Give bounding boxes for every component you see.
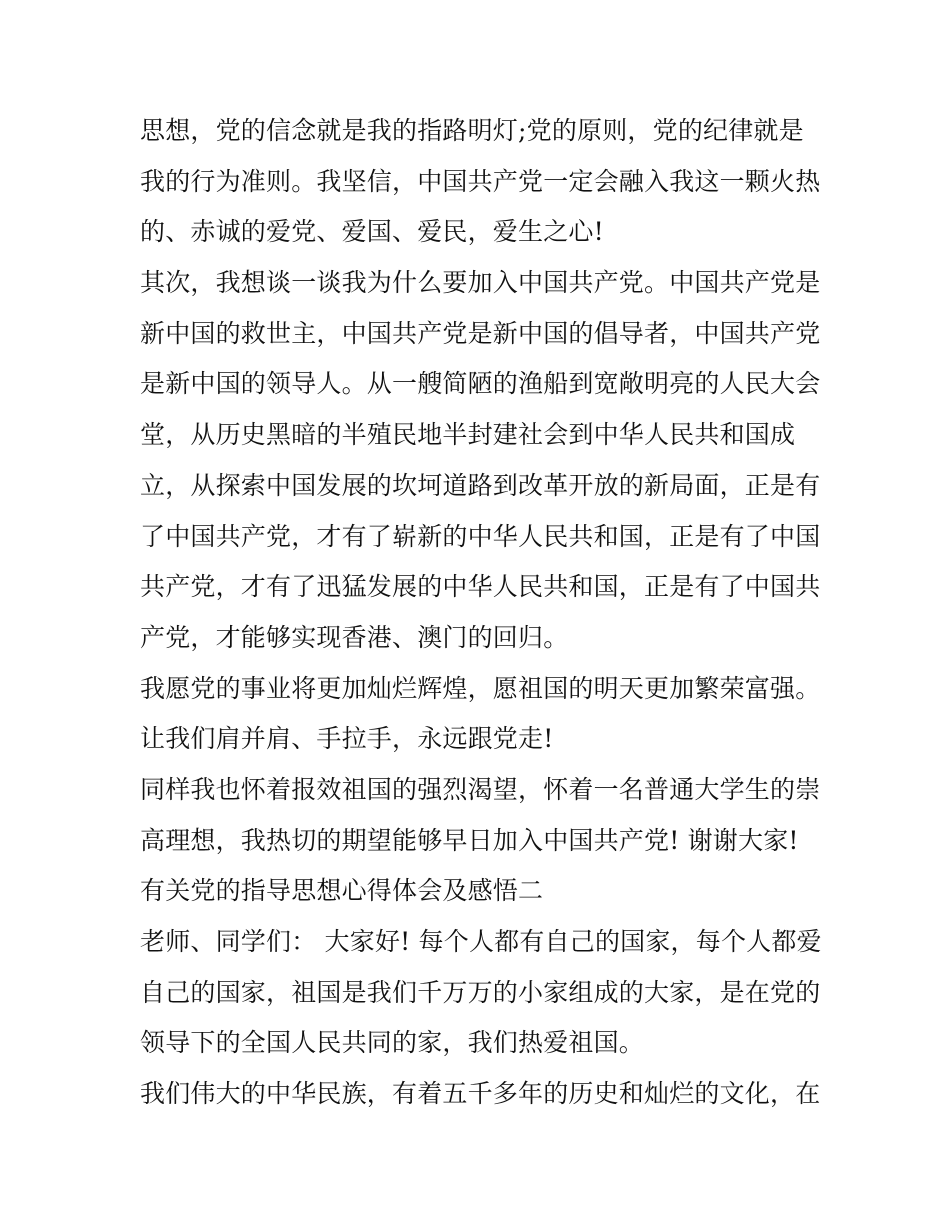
text-line: 同样我也怀着报效祖国的强烈渴望，怀着一名普通大学生的崇 [140,774,821,804]
body-text [140,106,820,1120]
text-line: 是新中国的领导人。从一艘简陋的渔船到宽敞明亮的人民大会 [140,369,821,399]
text-line: 老师、同学们： 大家好! 每个人都有自己的国家，每个人都爱 [140,927,822,956]
text-line: 思想，党的信念就是我的指路明灯;党的原则，党的纪律就是 [140,116,804,145]
text-line: 了中国共产党，才有了崭新的中华人民共和国，正是有了中国 [140,521,821,551]
text-line: 其次，我想谈一谈我为什么要加入中国共产党。中国共产党是 [140,268,821,298]
text-line: 领导下的全国人民共同的家，我们热爱祖国。 [140,1028,645,1058]
text-line: 新中国的救世主，中国共产党是新中国的倡导者，中国共产党 [140,318,821,348]
text-line: 产党，才能够实现香港、澳门的回归。 [140,622,569,652]
text-line: 共产党，才有了迅猛发展的中华人民共和国，正是有了中国共 [140,572,821,602]
text-line: 立，从探索中国发展的坎坷道路到改革开放的新局面，正是有 [140,470,821,500]
text-line: 我的行为准则。我坚信，中国共产党一定会融入我这一颗火热 [140,166,821,196]
text-line: 堂，从历史黑暗的半殖民地半封建社会到中华人民共和国成 [140,420,796,450]
text-line: 让我们肩并肩、手拉手，永远跟党走! [140,724,554,754]
text-line: 我愿党的事业将更加灿烂辉煌，愿祖国的明天更加繁荣富强。 [140,673,821,703]
text-line: 的、赤诚的爱党、爱国、爱民，爱生之心! [140,217,604,247]
text-line: 高理想，我热切的期望能够早日加入中国共产党! 谢谢大家! [140,825,799,855]
text-line: 自己的国家，祖国是我们千万万的小家组成的大家，是在党的 [140,977,821,1007]
section-heading: 有关党的指导思想心得体会及感悟二 [140,876,544,906]
text-line: 我们伟大的中华民族，有着五千多年的历史和灿烂的文化，在 [140,1079,821,1109]
